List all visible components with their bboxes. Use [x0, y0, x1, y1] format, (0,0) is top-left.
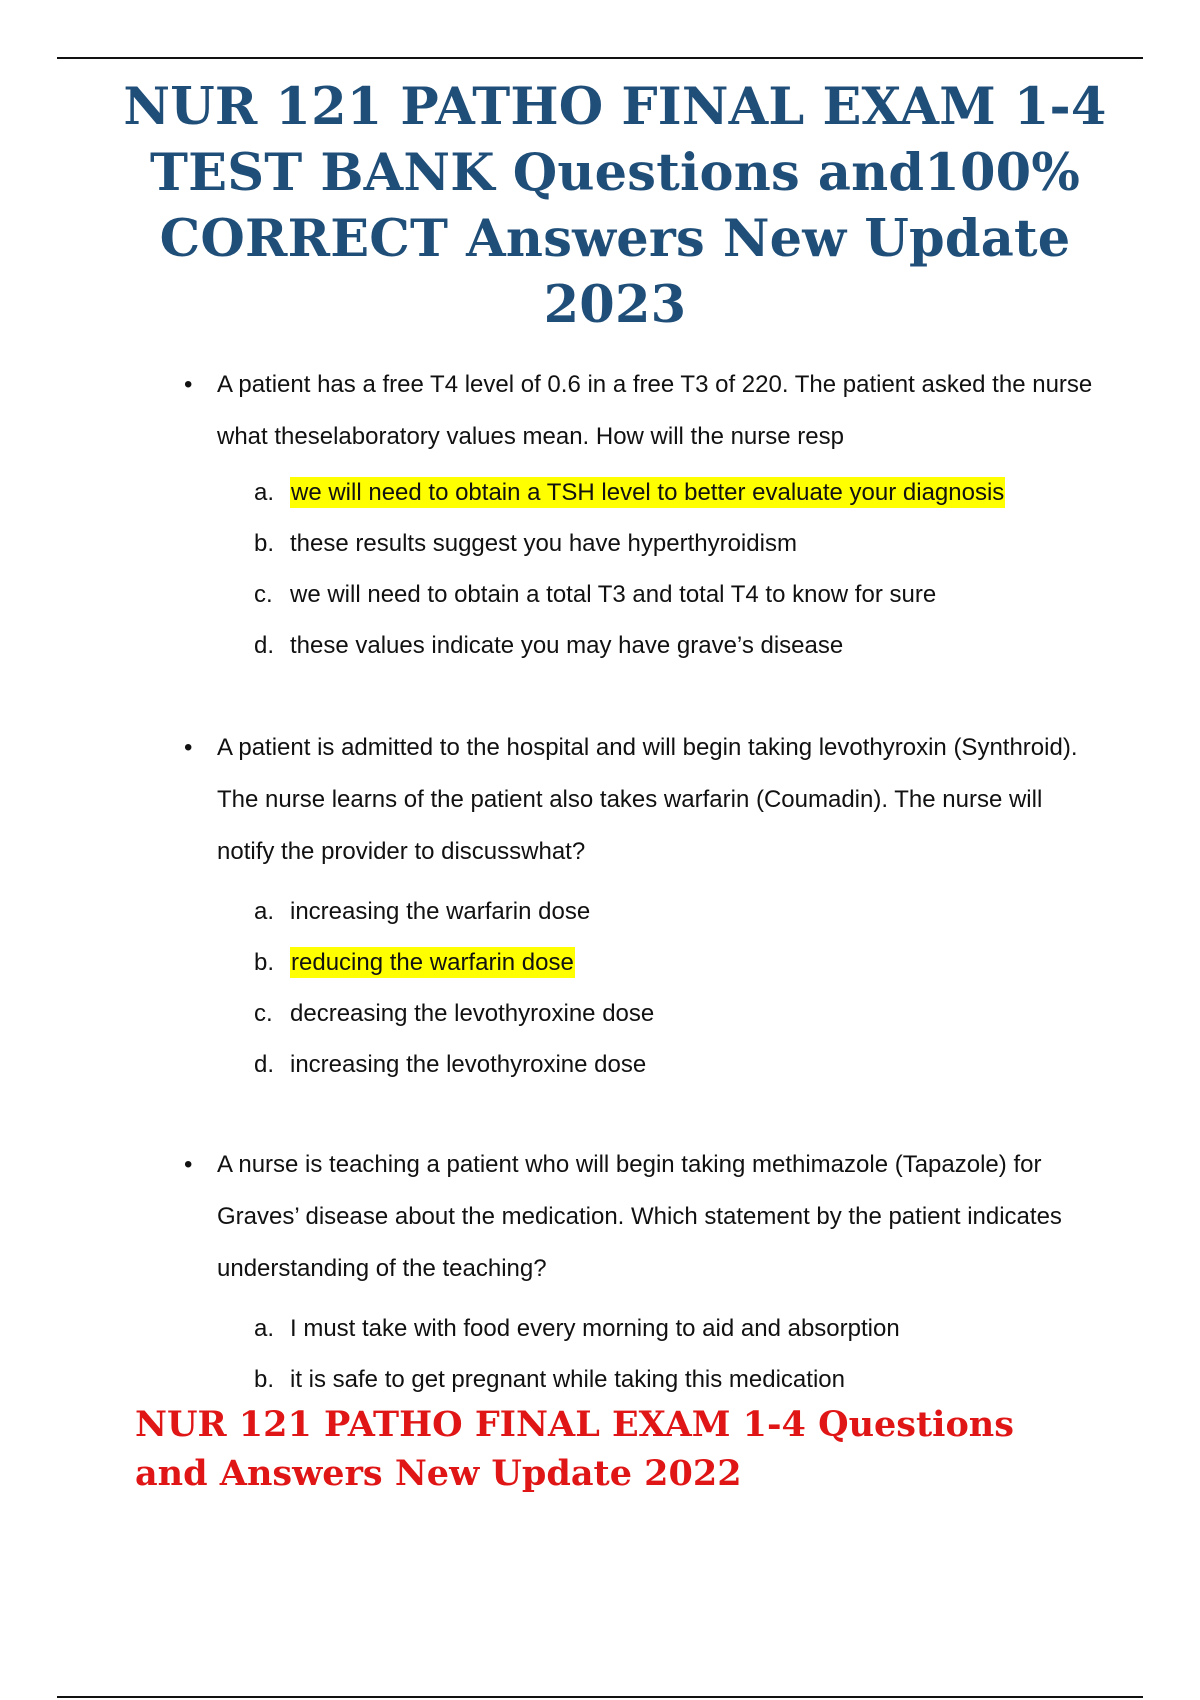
- answer-option: [254, 1354, 900, 1405]
- option-letter: a.: [254, 1315, 275, 1342]
- option-letter: b.: [254, 1366, 275, 1393]
- option-text: these values indicate you may have grave’s disease: [290, 632, 844, 659]
- option-letter: a.: [254, 479, 275, 506]
- answer-option: [254, 1039, 654, 1090]
- bullet-icon: •: [184, 1151, 193, 1178]
- option-letter: b.: [254, 530, 275, 557]
- option-letter: d.: [254, 632, 275, 659]
- answer-option: [254, 467, 1005, 518]
- option-text: we will need to obtain a total T3 and total T4 to know for sure: [290, 581, 937, 608]
- option-letter: c.: [254, 581, 273, 608]
- answer-options: [254, 467, 1005, 671]
- bottom-rule: [57, 1696, 1143, 1698]
- answer-option: [254, 1303, 900, 1354]
- answer-options: [254, 1303, 900, 1405]
- question-stem: A patient has a free T4 level of 0.6 in a free T3 of 220. The patient asked the nurse what theselaboratory values mean. How will the nurse resp: [217, 371, 1093, 450]
- answer-options: [254, 886, 654, 1090]
- answer-option: [254, 620, 1005, 671]
- question-stem: A patient is admitted to the hospital and will begin taking levothyroxin (Synthroid). The nurse learns of the patient also takes warfarin (Coumadin). The nurse will notify the provider to discusswhat?: [217, 734, 1078, 865]
- option-text: increasing the levothyroxine dose: [290, 1051, 647, 1078]
- option-text: I must take with food every morning to aid and absorption: [290, 1315, 900, 1342]
- bullet-icon: •: [184, 371, 193, 398]
- option-letter: d.: [254, 1051, 275, 1078]
- answer-option: [254, 518, 1005, 569]
- option-text: it is safe to get pregnant while taking this medication: [290, 1366, 845, 1393]
- option-text: these results suggest you have hyperthyroidism: [290, 530, 797, 557]
- document-title: NUR 121 PATHO FINAL EXAM 1-4 TEST BANK Questions and100% CORRECT Answers New Update 2023: [123, 77, 1107, 335]
- option-letter: a.: [254, 898, 275, 925]
- answer-option: [254, 886, 654, 937]
- option-letter: b.: [254, 949, 275, 976]
- option-text: decreasing the levothyroxine dose: [290, 1000, 655, 1027]
- option-text: reducing the warfarin dose: [291, 949, 574, 976]
- option-letter: c.: [254, 1000, 273, 1027]
- answer-option: [254, 988, 654, 1039]
- answer-option: [254, 569, 1005, 620]
- footer-title: NUR 121 PATHO FINAL EXAM 1-4 Questions and Answers New Update 2022: [135, 1404, 1014, 1494]
- bullet-icon: •: [184, 734, 193, 761]
- answer-option: [254, 937, 654, 988]
- top-rule: [57, 57, 1143, 59]
- option-text: increasing the warfarin dose: [290, 898, 591, 925]
- option-text: we will need to obtain a TSH level to better evaluate your diagnosis: [291, 479, 1005, 506]
- question-stem: A nurse is teaching a patient who will begin taking methimazole (Tapazole) for Graves’ disease about the medication. Which statement by the patient indicates understanding of the teaching?: [217, 1151, 1062, 1282]
